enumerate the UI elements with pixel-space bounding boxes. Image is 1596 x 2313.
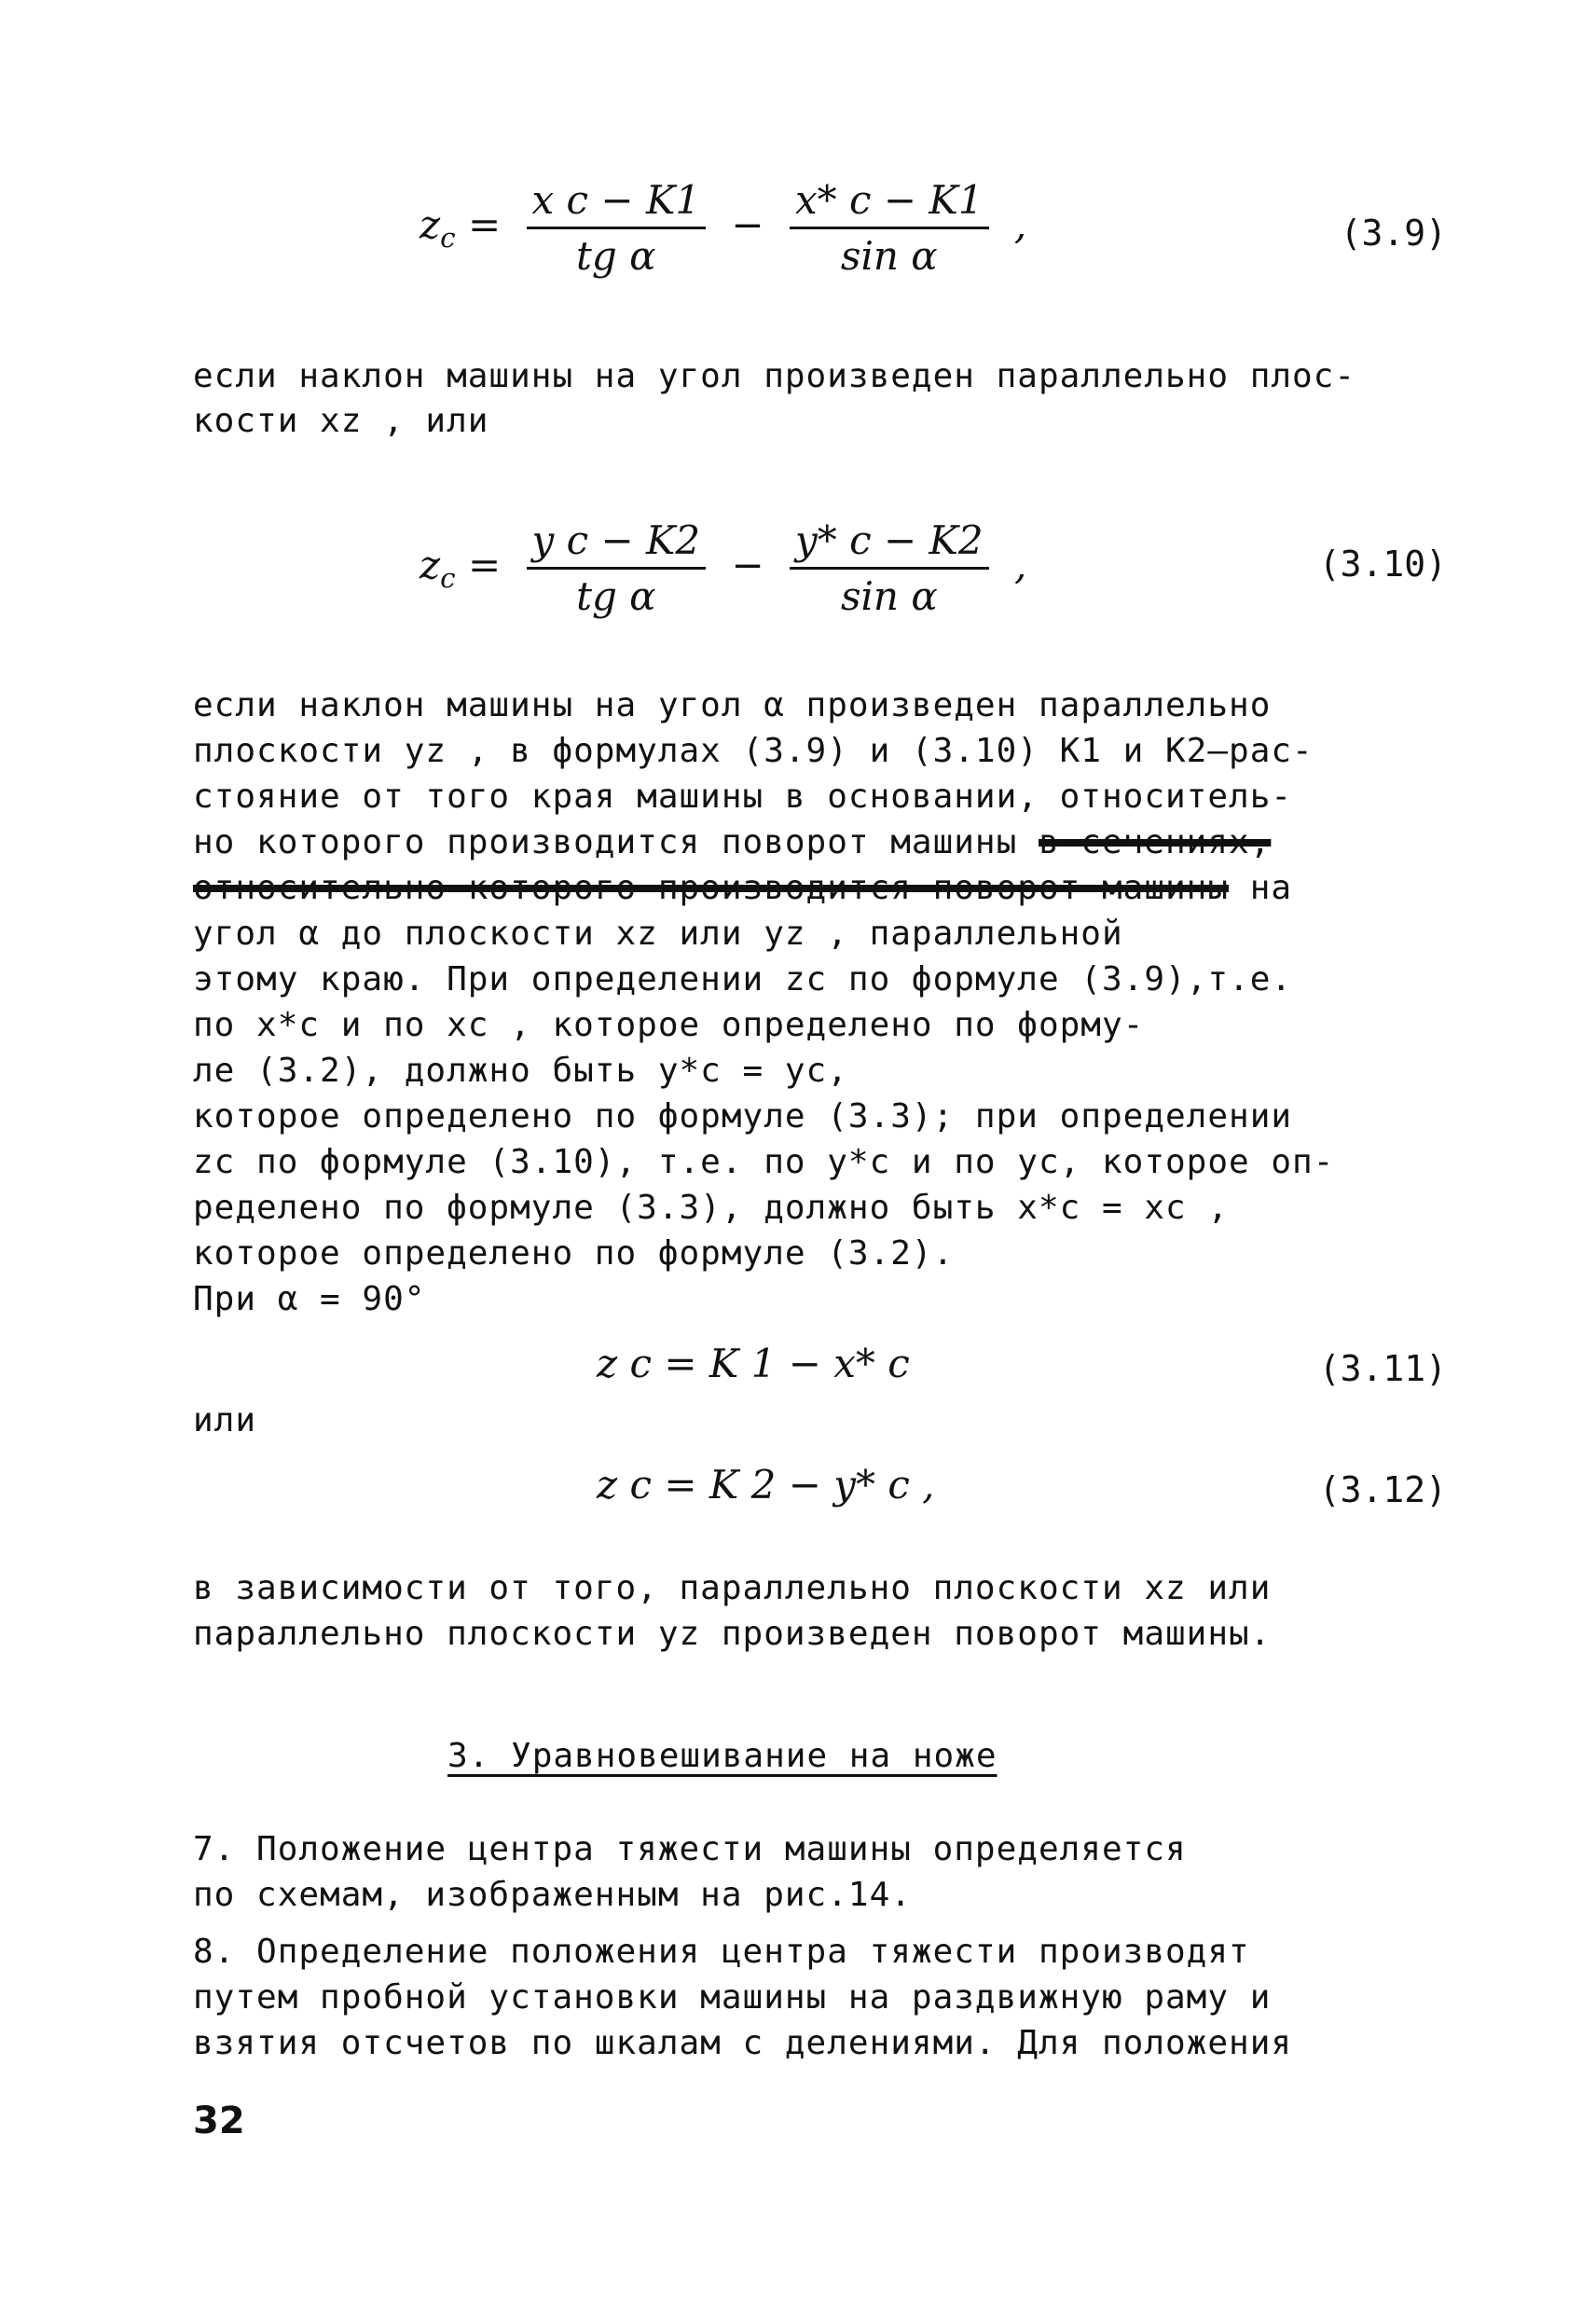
text-line xyxy=(193,820,1452,865)
page-number: 32 xyxy=(193,2100,245,2142)
equation-3-11: z c = K 1 − x* c xyxy=(597,1341,910,1386)
text-line: zc по формуле (3.10), т.е. по y*c и по yc, которое оп- xyxy=(193,1143,1335,1181)
equation-3-9: $z_c$ = $\frac{\text{x c − K1}}{\text{tg α}}$ − $\frac{x* c - K1}{\text{sin α}}$ , xyxy=(420,177,1027,279)
text-line: если наклон машины на угол α произведен параллельно xyxy=(193,686,1272,724)
text-line: взятия отсчетов по шкалам с делениями. Для положения xyxy=(193,2024,1293,2062)
text-line: по схемам, изображенным на рис.14. xyxy=(193,1876,912,1914)
text-line: этому краю. При определении zc по формуле (3.9),т.е. xyxy=(193,960,1293,998)
text-line: 7. Положение центра тяжести машины определяется xyxy=(193,1830,1187,1868)
text-line: кости xz , или xyxy=(193,402,489,440)
equation-number-3-11: (3.11) xyxy=(1318,1348,1447,1389)
text-line: При α = 90° xyxy=(193,1280,426,1318)
equation-number-3-10: (3.10) xyxy=(1318,544,1447,585)
text-line: плоскости yz , в формулах (3.9) и (3.10) K1 и K2–рас- xyxy=(193,732,1314,770)
text-line: которое определено по формуле (3.3); при определении xyxy=(193,1097,1293,1136)
text-line: стояние от того края машины в основании, относитель- xyxy=(193,778,1293,816)
text-line: или xyxy=(193,1401,257,1439)
text-line xyxy=(193,866,1452,911)
text-line: ле (3.2), должно быть y*c = yc, xyxy=(193,1052,848,1090)
equation-number-3-12: (3.12) xyxy=(1318,1469,1447,1510)
text-line: которое определено по формуле (3.2). xyxy=(193,1234,955,1273)
equation-number-3-9: (3.9) xyxy=(1340,213,1447,254)
struck-text: относительно которого производится поворот машины xyxy=(193,869,1230,907)
text-line: 8. Определение положения центра тяжести производят xyxy=(193,1933,1250,1971)
text-line: по x*c и по xc , которое определено по форму- xyxy=(193,1006,1145,1044)
text-line: параллельно плоскости yz произведен поворот машины. xyxy=(193,1615,1272,1653)
section-heading: 3. Уравновешивание на ноже xyxy=(447,1737,998,1775)
equation-3-10: $z_c$ = $\frac{\text{y c − K2}}{\text{tg α}}$ − $\frac{y* c - K2}{\text{sin α}}$ , xyxy=(420,517,1027,619)
text-line: в зависимости от того, параллельно плоскости xz или xyxy=(193,1569,1272,1607)
struck-text: в сечениях, xyxy=(1038,823,1272,861)
text-line: ределено по формуле (3.3), должно быть x*c = xc , xyxy=(193,1189,1230,1227)
text-line: если наклон машины на угол произведен параллельно плос- xyxy=(193,357,1356,395)
equation-3-12: z c = K 2 − y* c , xyxy=(597,1462,935,1508)
text-line: угол α до плоскости xz или yz , параллельной xyxy=(193,915,1123,953)
text-line: путем пробной установки машины на раздвижную раму и xyxy=(193,1978,1272,2017)
text-segment: на xyxy=(1229,869,1293,907)
text-segment: но которого производится поворот машины xyxy=(193,823,1039,861)
